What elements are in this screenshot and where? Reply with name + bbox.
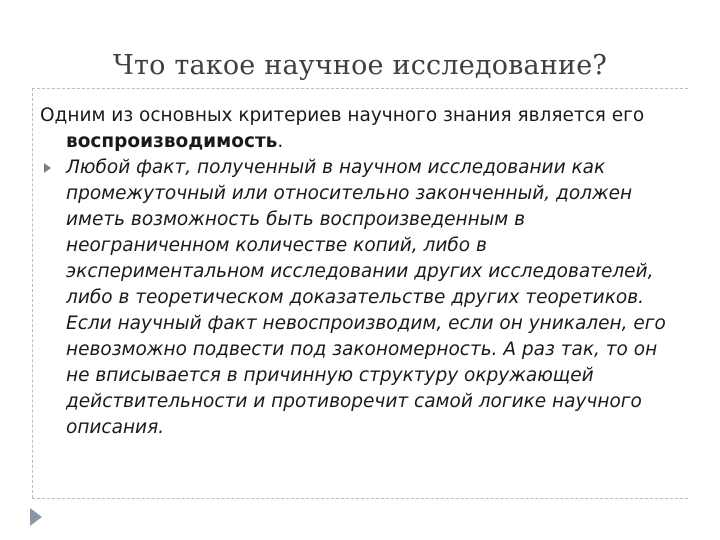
triangle-corner-icon [30, 508, 42, 526]
intro-end: . [277, 131, 284, 152]
slide-title: Что такое научное исследование? [112, 50, 608, 81]
triangle-bullet-icon [44, 163, 51, 173]
bullet-item [40, 155, 680, 441]
title-divider [32, 88, 688, 89]
intro-text: Одним из основных критериев научного знания является его [40, 105, 645, 126]
left-frame-line [32, 88, 33, 498]
slide-content [40, 103, 680, 441]
bullet-text: Любой факт, полученный в научном исследовании как промежуточный или относительно законченный, должен иметь возможность быть воспроизведенным в неограниченном количестве копий, либо в экспериментальном исследовании других исследователей, либо в теоретическом доказательстве других теоретиков. Если научный факт невоспроизводим, если он уникален, его невозможно подвести под закономерность. А раз так, то он не вписывается в причинную структуру окружающей действительности и противоречит самой логике научного описания. [66, 157, 666, 438]
intro-paragraph [40, 103, 680, 155]
intro-bold-term: воспроизводимость [66, 131, 278, 152]
footer-divider [32, 498, 688, 499]
